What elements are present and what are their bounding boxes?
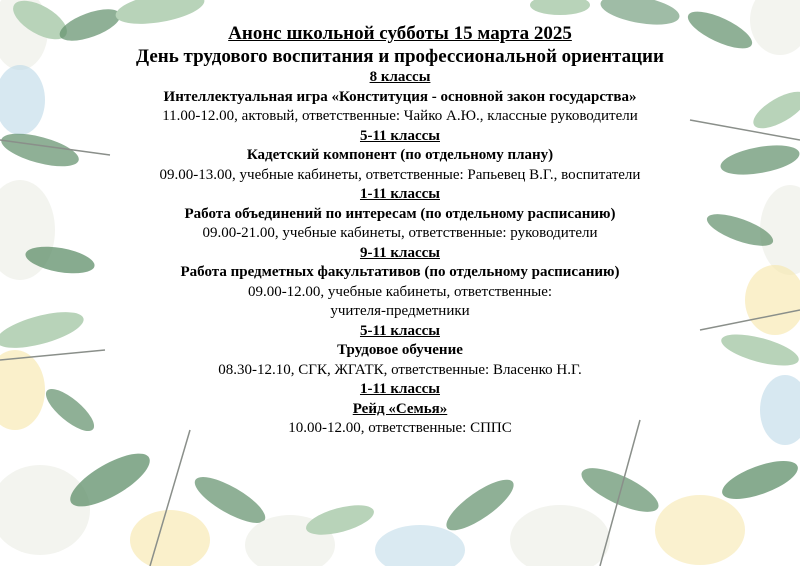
event-grade: 1-11 классы [359, 381, 440, 397]
event-block [0, 380, 800, 439]
announcement-content [0, 22, 800, 439]
leaf-cluster-bottom [0, 420, 800, 566]
event-details: 09.00-13.00, учебные кабинеты, ответственные: Рапьевец В.Г., воспитатели [159, 166, 641, 183]
event-grade: 5-11 классы [359, 322, 440, 339]
event-name: Рейд «Семья» [352, 400, 448, 417]
event-block [0, 68, 800, 127]
event-name: Интеллектуальная игра «Конституция - основной закон государства» [163, 88, 637, 105]
event-details-continued: учителя-предметники [330, 303, 470, 319]
event-block [0, 127, 800, 186]
event-grade: 1-11 классы [359, 186, 440, 202]
event-name: Кадетский компонент (по отдельному плану) [246, 147, 554, 163]
event-block [0, 322, 800, 381]
announcement-title: Анонс школьной субботы 15 марта 2025 [228, 23, 572, 44]
announcement-subtitle: День трудового воспитания и профессиональной ориентации [136, 46, 664, 67]
event-name: Работа предметных факультативов (по отдельному расписанию) [180, 264, 620, 280]
event-grade: 8 классы [369, 69, 431, 85]
event-details: 10.00-12.00, ответственные: СППС [288, 420, 512, 436]
event-grade: 9-11 классы [359, 244, 440, 261]
event-details: 08.30-12.10, СГК, ЖГАТК, ответственные: Власенко Н.Г. [218, 361, 582, 378]
event-grade: 5-11 классы [359, 127, 440, 144]
event-details: 11.00-12.00, актовый, ответственные: Чайко А.Ю., классные руководители [162, 108, 638, 124]
event-block [0, 185, 800, 244]
event-details: 09.00-12.00, учебные кабинеты, ответственные: [247, 283, 553, 300]
event-name: Работа объединений по интересам (по отдельному расписанию) [184, 205, 616, 222]
event-details: 09.00-21.00, учебные кабинеты, ответственные: руководители [202, 225, 598, 241]
event-name: Трудовое обучение [337, 342, 463, 358]
event-block [0, 244, 800, 322]
